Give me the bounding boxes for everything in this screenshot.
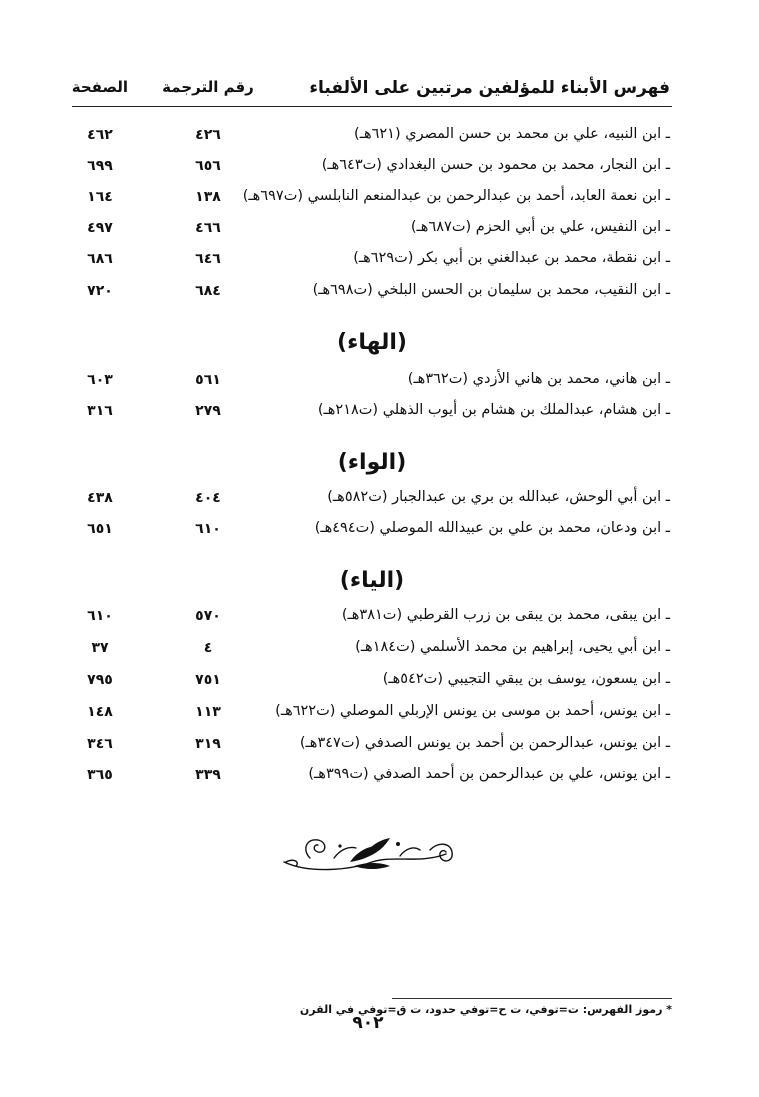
index-entry: [72, 248, 672, 272]
entry-name: ـ ابن هشام، عبدالملك بن هشام بن أيوب الذهلي (ت٢١٨هـ): [317, 402, 670, 418]
entry-page-number: ٦١٠: [87, 608, 113, 624]
entry-tarjama-number: ٦٨٤: [195, 283, 221, 299]
index-entry: [72, 369, 672, 393]
entry-tarjama-number: ٢٧٩: [195, 403, 221, 419]
index-entry: [72, 637, 672, 661]
entry-name: ـ ابن يونس، أحمد بن موسى بن يونس الإربلي الموصلي (ت٦٢٢هـ): [275, 703, 670, 719]
index-entry: [72, 124, 672, 148]
entry-tarjama-number: ٤٦٦: [195, 220, 221, 236]
page-number: ٩٠٢: [352, 1013, 384, 1033]
entry-tarjama-number: ٤٠٤: [195, 490, 221, 506]
entry-page-number: ١٤٨: [87, 704, 113, 720]
entry-name: ـ ابن النقيب، محمد بن سليمان بن الحسن البلخي (ت٦٩٨هـ): [312, 282, 670, 298]
entry-tarjama-number: ٣١٩: [195, 736, 221, 752]
entry-page-number: ٤٣٨: [87, 490, 113, 506]
index-entry: [72, 217, 672, 241]
entry-name: ـ ابن يونس، علي بن عبدالرحمن بن أحمد الصدفي (ت٣٩٩هـ): [308, 766, 670, 782]
entry-page-number: ٦٨٦: [87, 251, 113, 267]
entry-tarjama-number: ٥٦١: [195, 372, 221, 388]
section-title-ha: (الهاء): [337, 330, 407, 355]
entry-page-number: ٧٩٥: [87, 672, 113, 688]
entry-tarjama-number: ٧٥١: [195, 672, 221, 688]
section-title-waw: (الواء): [337, 450, 407, 475]
entry-name: ـ ابن يبقى، محمد بن يبقى بن زرب القرطبي (ت٣٨١هـ): [341, 607, 670, 623]
index-entry: [72, 605, 672, 629]
entry-name: ـ ابن أبي يحيى، إبراهيم بن محمد الأسلمي (ت١٨٤هـ): [355, 639, 670, 655]
entry-page-number: ٧٢٠: [87, 283, 113, 299]
entry-page-number: ٣٧: [91, 640, 109, 656]
entry-page-number: ٣١٦: [87, 403, 113, 419]
index-entry: [72, 669, 672, 693]
entry-tarjama-number: ٤: [203, 640, 213, 656]
header-title: فهرس الأبناء للمؤلفين مرتبين على الألفباء: [309, 78, 670, 98]
index-entry: [72, 701, 672, 725]
entry-tarjama-number: ٦٤٦: [195, 251, 221, 267]
entry-tarjama-number: ٥٧٠: [195, 608, 221, 624]
entry-page-number: ٣٤٦: [87, 736, 113, 752]
entry-name: ـ ابن النفيس، علي بن أبي الحزم (ت٦٨٧هـ): [410, 219, 670, 235]
index-entry: [72, 280, 672, 304]
index-entry: [72, 487, 672, 511]
header-column-tarjama: رقم الترجمة: [162, 78, 254, 96]
entry-name: ـ ابن النبيه، علي بن محمد بن حسن المصري (٦٢١هـ): [354, 126, 670, 142]
entry-name: ـ ابن نعمة العابد، أحمد بن عبدالرحمن بن عبدالمنعم النابلسي (ت٦٩٧هـ): [242, 188, 670, 204]
entry-tarjama-number: ٦٥٦: [195, 158, 221, 174]
entry-page-number: ٤٩٧: [87, 220, 113, 236]
index-entry: [72, 518, 672, 542]
index-entry: [72, 155, 672, 179]
entry-name: ـ ابن هاني، محمد بن هاني الأزدي (ت٣٦٢هـ): [407, 371, 670, 387]
index-entry: [72, 400, 672, 424]
entry-tarjama-number: ٦١٠: [195, 521, 221, 537]
entry-page-number: ٦٠٣: [87, 372, 113, 388]
entry-page-number: ٣٦٥: [87, 767, 113, 783]
entry-name: ـ ابن نقطة، محمد بن عبدالغني بن أبي بكر (ت٦٢٩هـ): [353, 250, 670, 266]
index-entry: [72, 733, 672, 757]
entry-page-number: ٦٩٩: [87, 158, 113, 174]
entry-name: ـ ابن يسعون، يوسف بن يبقي التجيبي (ت٥٤٢هـ): [382, 671, 670, 687]
entry-tarjama-number: ٤٢٦: [195, 127, 221, 143]
entry-page-number: ٤٦٢: [87, 127, 113, 143]
index-entry: [72, 186, 672, 210]
entry-name: ـ ابن النجار، محمد بن محمود بن حسن البغدادي (ت٦٤٣هـ): [321, 157, 670, 173]
index-entry: [72, 764, 672, 788]
section-title-ya: (الياء): [339, 568, 405, 593]
header-column-page: الصفحة: [71, 78, 128, 96]
entry-page-number: ١٦٤: [87, 189, 113, 205]
floral-vine-ornament-icon: [280, 828, 460, 878]
entry-tarjama-number: ١١٣: [195, 704, 221, 720]
entry-name: ـ ابن ودعان، محمد بن علي بن عبيدالله الموصلي (ت٤٩٤هـ): [314, 520, 670, 536]
footnote: * رموز الفهرس: ت=توفي، ت ح=توفي حدود، ت ق=توفي في القرن: [299, 1003, 672, 1016]
entry-name: ـ ابن يونس، عبدالرحمن بن أحمد بن يونس الصدفي (ت٣٤٧هـ): [299, 735, 670, 751]
entry-name: ـ ابن أبي الوحش، عبدالله بن بري بن عبدالجبار (ت٥٨٢هـ): [327, 489, 670, 505]
footnote-divider: [392, 998, 672, 999]
page-header: [72, 72, 672, 107]
entry-page-number: ٦٥١: [87, 521, 113, 537]
entry-tarjama-number: ٣٣٩: [195, 767, 221, 783]
entry-tarjama-number: ١٣٨: [195, 189, 221, 205]
